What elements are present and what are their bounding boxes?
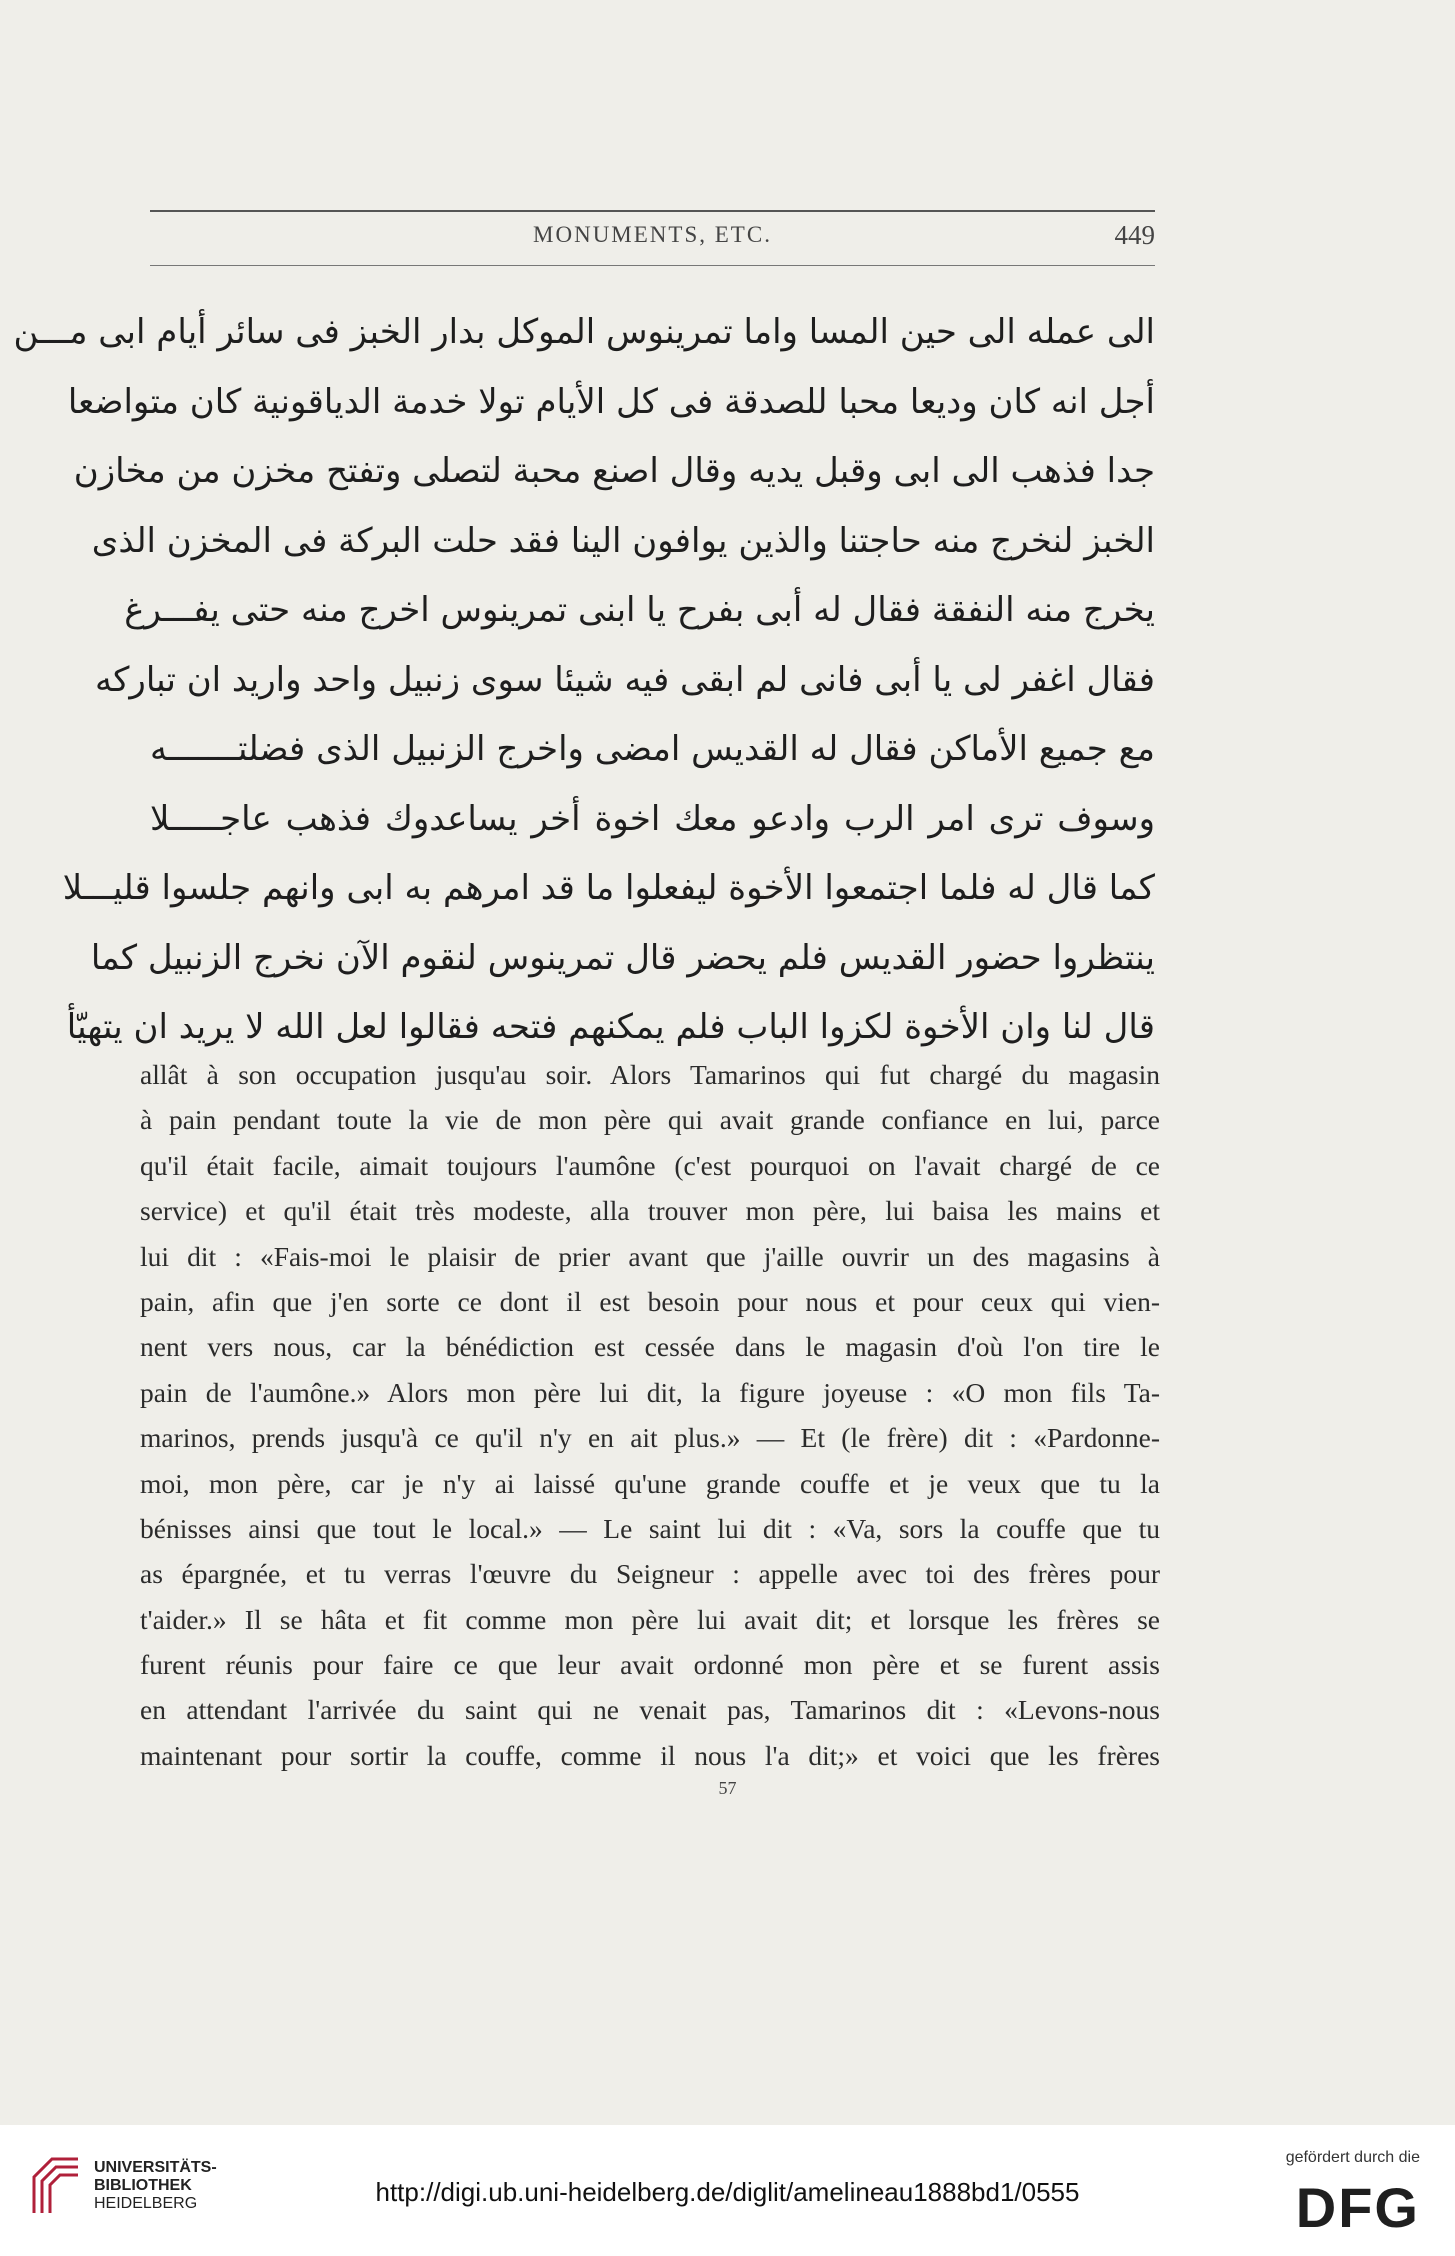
arabic-line: يخرج منه النفقة فقال له أبى بفرح يا ابنى تمرينوس اخرج منه حتى يفـــرغ	[124, 590, 1155, 630]
header-rule-top	[150, 210, 1155, 212]
arabic-line: كما قال له فلما اجتمعوا الأخوة ليفعلوا ما قد امرهم به ابى وانهم جلسوا قليـــلا	[62, 868, 1155, 908]
french-line: lui dit : «Fais-moi le plaisir de prier avant que j'aille ouvrir un des magasins à	[140, 1240, 1160, 1272]
arabic-line: أجل انه كان وديعا محبا للصدقة فى كل الأيام تولا خدمة الدياقونية كان متواضعا	[67, 381, 1155, 422]
funding-note: gefördert durch die	[1285, 2149, 1420, 2166]
french-line: t'aider.» Il se hâta et fit comme mon père lui avait dit; et lorsque les frères se	[140, 1603, 1160, 1635]
library-name-line1: UNIVERSITÄTS-	[94, 2159, 217, 2176]
french-line: allât à son occupation jusqu'au soir. Alors Tamarinos qui fut chargé du magasin	[140, 1059, 1160, 1090]
arabic-line: جدا فذهب الى ابى وقبل يديه وقال اصنع محبة لتصلى وتفتح مخزن من مخازن	[73, 451, 1155, 491]
arabic-line: قال لنا وان الأخوة لكزوا الباب فلم يمكنهم فتحه فقالوا لعل الله لا يريد ان يتهيّأ	[66, 1007, 1155, 1047]
arabic-text-block	[13, 298, 1155, 1063]
french-line: furent réunis pour faire ce que leur avait ordonné mon père et se furent assis	[140, 1649, 1160, 1681]
running-title: MONUMENTS, ETC.	[533, 222, 772, 247]
arabic-line: الى عمله الى حين المسا واما تمرينوس الموكل بدار الخبز فى سائر أيام ابى مـــن	[13, 312, 1155, 352]
dfg-logo: DFG	[1295, 2176, 1420, 2239]
arabic-line: فقال اغفر لى يا أبى فانى لم ابقى فيه شيئا سوى زنبيل واحد واريد ان تباركه	[94, 659, 1155, 700]
french-line: pain de l'aumône.» Alors mon père lui dit, la figure joyeuse : «O mon fils Ta-	[140, 1376, 1160, 1408]
french-line: moi, mon père, car je n'y ai laissé qu'une grande couffe et je veux que tu la	[140, 1467, 1160, 1499]
arabic-line: وسوف ترى امر الرب وادعو معك اخوة أخر يساعدوك فذهب عاجـــــلا	[150, 798, 1155, 839]
header-rule-bottom	[150, 265, 1155, 266]
french-line: bénisses ainsi que tout le local.» — Le saint lui dit : «Va, sors la couffe que tu	[140, 1512, 1160, 1544]
french-line: marinos, prends jusqu'à ce qu'il n'y en ait plus.» — Et (le frère) dit : «Pardonne-	[140, 1422, 1160, 1454]
signature-mark: 57	[718, 1778, 737, 1798]
arabic-line: ينتظروا حضور القديس فلم يحضر قال تمرينوس لنقوم الآن نخرج الزنبيل كما	[90, 937, 1155, 978]
footer-bar	[0, 2125, 1455, 2256]
french-line: as épargnée, et tu verras l'œuvre du Seigneur : appelle avec toi des frères pour	[140, 1558, 1160, 1590]
library-name-line3: HEIDELBERG	[94, 2195, 198, 2212]
french-line: en attendant l'arrivée du saint qui ne venait pas, Tamarinos dit : «Levons-nous	[140, 1694, 1160, 1726]
page-number: 449	[1114, 220, 1155, 250]
permalink-url[interactable]: http://digi.ub.uni-heidelberg.de/diglit/amelineau1888bd1/0555	[375, 2177, 1080, 2207]
french-line: service) et qu'il était très modeste, alla trouver mon père, lui baisa les mains et	[140, 1195, 1160, 1227]
french-line: qu'il était facile, aimait toujours l'aumône (c'est pourquoi on l'avait chargé de ce	[140, 1149, 1160, 1181]
arabic-line: مع جميع الأماكن فقال له القديس امضى واخرج الزنبيل الذى فضلتـــــــه	[150, 729, 1155, 769]
running-head	[150, 218, 1155, 258]
arabic-line: الخبز لنخرج منه حاجتنا والذين يوافون الينا فقد حلت البركة فى المخزن الذى	[91, 520, 1155, 561]
french-line: à pain pendant toute la vie de mon père qui avait grande confiance en lui, parce	[140, 1104, 1160, 1136]
french-line: maintenant pour sortir la couffe, comme il nous l'a dit;» et voici que les frères	[140, 1739, 1160, 1771]
library-name-line2: BIBLIOTHEK	[94, 2177, 192, 2194]
french-line: pain, afin que j'en sorte ce dont il est besoin pour nous et pour ceux qui vien-	[140, 1285, 1160, 1317]
french-line: nent vers nous, car la bénédiction est cessée dans le magasin d'où l'on tire le	[140, 1331, 1160, 1363]
french-translation-block	[140, 1052, 1160, 1778]
